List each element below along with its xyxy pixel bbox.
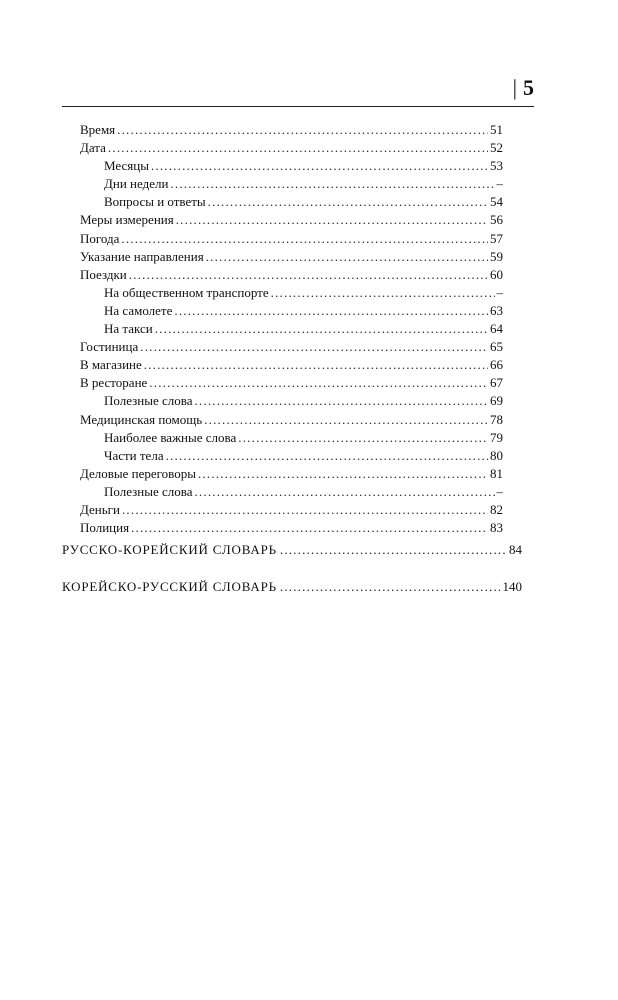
toc-entry-title: Поездки	[80, 266, 127, 282]
toc-entry-page: 52	[490, 140, 503, 156]
toc-entry-page: 51	[490, 122, 503, 137]
toc-entry-title: В магазине	[80, 357, 142, 373]
toc-entry[interactable]	[80, 483, 503, 501]
table-of-contents	[80, 121, 503, 537]
toc-entry-page: 81	[490, 465, 503, 481]
toc-dictionary-entry[interactable]	[62, 578, 522, 596]
dot-leader	[204, 411, 488, 429]
toc-entry-page: 56	[490, 212, 503, 228]
dot-leader	[117, 121, 488, 139]
toc-entry-title: Деловые переговоры	[80, 465, 196, 481]
toc-entry[interactable]	[80, 302, 503, 320]
page-number-value: 5	[523, 75, 534, 100]
dot-leader	[108, 139, 488, 157]
toc-entry[interactable]	[80, 392, 503, 410]
toc-entry-title: Погода	[80, 230, 120, 246]
toc-entry-page: –	[496, 483, 503, 499]
toc-entry[interactable]	[80, 374, 503, 392]
dot-leader	[121, 230, 488, 248]
dot-leader	[151, 157, 488, 175]
toc-entry-page: 69	[490, 393, 503, 409]
toc-entry[interactable]	[80, 193, 503, 211]
toc-entry[interactable]	[80, 121, 503, 139]
toc-entry[interactable]	[80, 501, 503, 519]
toc-entry[interactable]	[80, 320, 503, 338]
toc-entry-title: В ресторане	[80, 375, 148, 391]
toc-entry-title: Указание направления	[80, 248, 204, 264]
toc-entry[interactable]	[80, 248, 503, 266]
toc-entry-page: 82	[490, 501, 503, 517]
toc-dictionary-entry[interactable]	[62, 541, 522, 559]
page-header	[62, 72, 534, 104]
toc-entry-page: 67	[490, 375, 503, 391]
toc-entry-title: Части тела	[104, 447, 164, 463]
dot-leader	[176, 211, 488, 229]
toc-entry[interactable]	[80, 157, 503, 175]
toc-dictionary-title: КОРЕЙСКО-РУССКИЙ СЛОВАРЬ	[62, 579, 277, 594]
dot-leader	[122, 501, 488, 519]
toc-entry[interactable]	[80, 338, 503, 356]
toc-entry-title: Вопросы и ответы	[104, 194, 206, 210]
dot-leader	[280, 541, 506, 559]
toc-entry-title: Время	[80, 122, 116, 137]
toc-dictionary-page: 84	[509, 542, 522, 557]
toc-entry-page: 65	[490, 339, 503, 355]
toc-entry-title: Наиболее важные слова	[104, 429, 237, 445]
toc-entry[interactable]	[80, 465, 503, 483]
dot-leader	[174, 302, 488, 320]
dot-leader	[149, 374, 488, 392]
toc-entry[interactable]	[80, 447, 503, 465]
toc-entry-title: Полезные слова	[104, 393, 193, 409]
dot-leader	[194, 392, 488, 410]
toc-entry[interactable]	[80, 411, 503, 429]
dot-leader	[280, 578, 500, 596]
dot-leader	[129, 266, 488, 284]
header-rule	[62, 106, 534, 107]
toc-entry-title: Месяцы	[104, 158, 149, 174]
toc-entry-page: 64	[490, 321, 503, 337]
toc-entry-title: На самолете	[104, 302, 173, 318]
dot-leader	[144, 356, 488, 374]
dot-leader	[206, 248, 488, 266]
dot-leader	[155, 320, 488, 338]
dot-leader	[170, 175, 494, 193]
dot-leader	[140, 338, 488, 356]
page-number-separator: |	[512, 75, 517, 100]
toc-entry-title: Меры измерения	[80, 212, 174, 228]
toc-entry-title: На такси	[104, 321, 153, 337]
toc-entry[interactable]	[80, 266, 503, 284]
toc-entry-page: –	[496, 284, 503, 300]
toc-entry-page: 78	[490, 411, 503, 427]
toc-entry[interactable]	[80, 519, 503, 537]
toc-entry-page: 57	[490, 230, 503, 246]
toc-entry-title: Полиция	[80, 520, 130, 536]
toc-entry-title: Гостиница	[80, 339, 139, 355]
dot-leader	[238, 429, 488, 447]
toc-entry-page: 83	[490, 520, 503, 536]
toc-entry-page: 59	[490, 248, 503, 264]
toc-entry[interactable]	[80, 211, 503, 229]
toc-dictionary-page: 140	[502, 579, 522, 594]
toc-entry-title: Деньги	[80, 501, 120, 517]
toc-entry-page: 66	[490, 357, 503, 373]
toc-entry-title: Полезные слова	[104, 483, 193, 499]
toc-entry-page: 80	[490, 447, 503, 463]
toc-entry-page: 60	[490, 266, 503, 282]
toc-dictionary-title: РУССКО-КОРЕЙСКИЙ СЛОВАРЬ	[62, 542, 277, 557]
toc-entry[interactable]	[80, 175, 503, 193]
toc-entry-page: 63	[490, 302, 503, 318]
toc-entry[interactable]	[80, 429, 503, 447]
dot-leader	[166, 447, 488, 465]
toc-entry[interactable]	[80, 139, 503, 157]
toc-entry-page: 54	[490, 194, 503, 210]
toc-entry-page: 79	[490, 429, 503, 445]
toc-entry-title: Дни недели	[104, 176, 169, 192]
page-number	[513, 76, 534, 100]
dot-leader	[208, 193, 488, 211]
toc-entry-title: На общественном транспорте	[104, 284, 269, 300]
toc-entry[interactable]	[80, 356, 503, 374]
toc-entry-title: Дата	[80, 140, 106, 156]
dot-leader	[271, 284, 495, 302]
toc-entry[interactable]	[80, 284, 503, 302]
dot-leader	[194, 483, 494, 501]
toc-entry-page: –	[496, 176, 503, 192]
toc-entry[interactable]	[80, 230, 503, 248]
toc-entry-title: Медицинская помощь	[80, 411, 203, 427]
toc-entry-page: 53	[490, 158, 503, 174]
dot-leader	[198, 465, 488, 483]
dot-leader	[131, 519, 488, 537]
